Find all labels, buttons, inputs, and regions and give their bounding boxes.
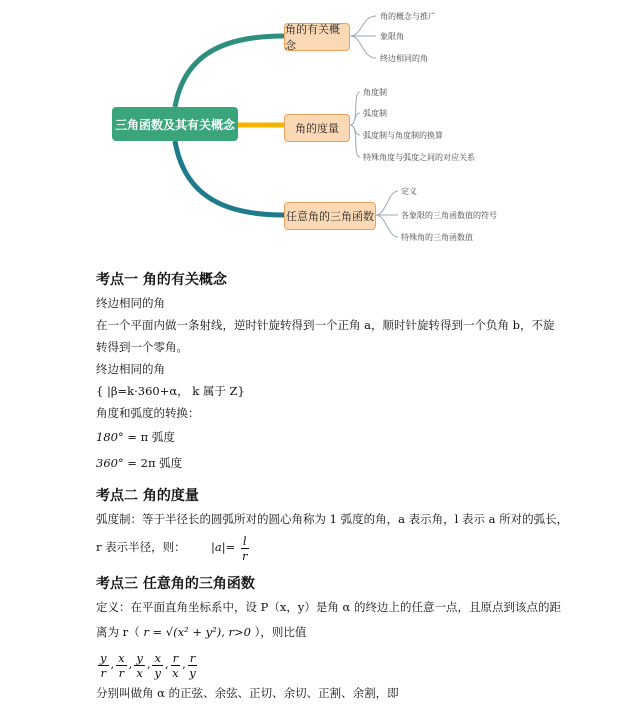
fraction-numerator: r [172, 650, 179, 665]
branch-trig-functions: 任意角的三角函数 [284, 202, 376, 230]
fraction-numerator: y [100, 650, 107, 665]
fraction-denominator: r [100, 665, 106, 680]
ratio-fraction [134, 651, 145, 680]
leaf-item: 象限角 [380, 32, 404, 41]
mind-map-root: 三角函数及其有关概念 [112, 107, 238, 141]
document-body [96, 268, 569, 704]
equation-lhs: 180° [96, 430, 124, 444]
curve-to-branch-1 [175, 36, 284, 107]
leaf-item: 各象限的三角函数值的符号 [401, 211, 497, 220]
paragraph: 弧度制：等于半径长的圆弧所对的圆心角称为 1 弧度的角，a 表示角，l 表示 a 所对的弧长， [96, 512, 569, 526]
ratio-fraction [152, 651, 163, 680]
paragraph: 终边相同的角 [96, 362, 165, 376]
curve-to-branch-3 [175, 141, 284, 215]
fraction-denominator: x [136, 665, 143, 680]
fraction-denominator: y [189, 665, 196, 680]
paragraph: 转得到一个零角。 [96, 340, 188, 354]
fraction-denominator: y [154, 665, 161, 680]
ratio-fraction [171, 651, 181, 680]
radian-formula-line [96, 530, 556, 564]
paragraph: 终边相同的角 [96, 296, 165, 310]
branch-angle-concepts: 角的有关概念 [284, 23, 350, 51]
fraction-numerator: y [136, 650, 143, 665]
paragraph: 角度和弧度的转换： [96, 406, 200, 420]
fraction-numerator: r [189, 650, 196, 665]
paragraph: r 表示半径，则： [96, 540, 186, 554]
fraction-numerator: x [154, 650, 161, 665]
mind-map [0, 0, 635, 250]
ratio-fraction [188, 651, 198, 680]
fraction-numerator: x [118, 650, 125, 665]
paragraph: 离为 r（ [96, 625, 140, 639]
fraction-denominator: x [172, 665, 179, 680]
distance-line [96, 618, 556, 646]
equation-rhs: = π 弧度 [127, 430, 175, 444]
leaf-item: 角度制 [363, 88, 387, 97]
equation-lhs: 360° [96, 456, 124, 470]
ratio-fraction [98, 651, 109, 680]
leaf-item: 定义 [401, 187, 417, 196]
leaf-item: 特殊角度与弧度之间的对应关系 [363, 153, 475, 162]
equation-360 [96, 450, 556, 476]
paragraph: 定义：在平面直角坐标系中，设 P（x，y）是角 α 的终边上的任意一点，且原点到该点的距 [96, 600, 561, 614]
paragraph: 分别叫做角 α 的正弦、余弦、正切、余切、正割、余割，即 [96, 686, 399, 700]
fraction-numerator: l [242, 533, 247, 548]
leaf-item: 弧度制与角度制的换算 [363, 131, 443, 140]
equation-180 [96, 424, 556, 450]
formula-fraction [241, 534, 249, 563]
paragraph: 在一个平面内做一条射线，逆时针旋转得到一个正角 a，顺时针旋转得到一个负角 b，不旋 [96, 318, 555, 332]
leaf-item: 终边相同的角 [380, 54, 428, 63]
fraction-denominator: r [118, 665, 125, 680]
section-2-title: 考点二 角的度量 [96, 488, 199, 504]
leaf-item: 弧度制 [363, 109, 387, 118]
equation-rhs: = 2π 弧度 [127, 456, 183, 470]
paragraph: ），则比值 [254, 625, 307, 639]
formula-lhs: |a|= [210, 540, 236, 554]
branch-angle-measure: 角的度量 [284, 114, 350, 142]
fraction-denominator: r [241, 548, 248, 563]
section-3-title: 考点三 任意角的三角函数 [96, 576, 255, 592]
section-1-title: 考点一 角的有关概念 [96, 272, 227, 288]
paragraph: { |β=k·360+α， k 属于 Z} [96, 384, 245, 398]
distance-formula: r = √(x² + y²), r>0 [143, 625, 251, 639]
leaf-item: 特殊角的三角函数值 [401, 233, 473, 242]
ratio-fraction [116, 651, 127, 680]
leaf-item: 角的概念与推广 [380, 12, 436, 21]
ratios-line: $\frac{y}{r}$ , $\frac{x}{r}$ , $\frac{y}{x}$ , $\frac{x}{y}$ , $\frac{r}{x}$ , $\frac{r}{y}$ [100, 650, 196, 680]
